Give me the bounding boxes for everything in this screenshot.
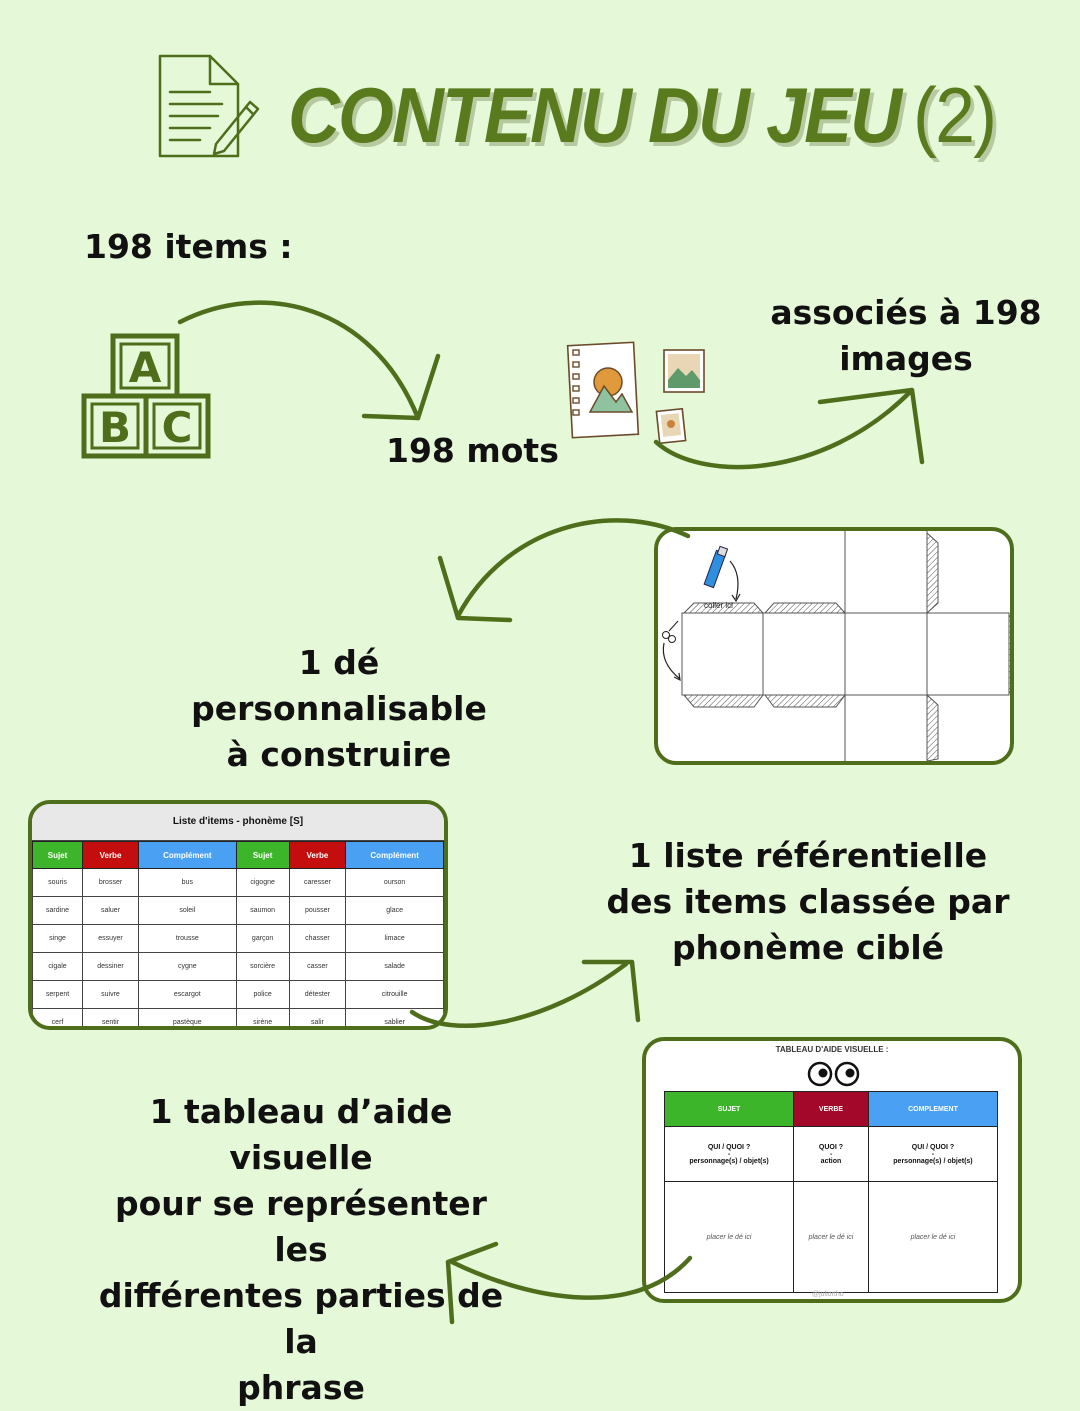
aide-separator: - [931, 1150, 935, 1158]
visual-aid-title: TABLEAU D'AIDE VISUELLE : [775, 1045, 889, 1054]
arrow-abc-to-mots [180, 303, 418, 418]
aide-placeholder-cell: placer le dé ici [794, 1182, 869, 1293]
aide-placeholder-cell: placer le dé ici [868, 1182, 997, 1293]
list-cell: bus [138, 869, 236, 897]
svg-text:A: A [128, 343, 162, 392]
list-label: 1 liste référentielle des items classée par phonème ciblé [606, 836, 1010, 967]
list-cell: serpent [33, 981, 83, 1009]
list-cell: souris [33, 869, 83, 897]
list-cell: caresser [289, 869, 346, 897]
list-title: Liste d'items - phonème [S] [32, 804, 444, 841]
list-cell: détester [289, 981, 346, 1009]
list-header-cell: Sujet [33, 842, 83, 869]
aide-header-cell: VERBE [794, 1092, 869, 1127]
list-cell: citrouille [346, 981, 444, 1009]
list-cell: singe [33, 925, 83, 953]
list-cell: limace [346, 925, 444, 953]
list-header-cell: Verbe [83, 842, 139, 869]
list-cell: police [236, 981, 289, 1009]
list-cell: sablier [346, 1009, 444, 1031]
list-cell: cygne [138, 953, 236, 981]
list-cell: garçon [236, 925, 289, 953]
svg-text:B: B [98, 403, 132, 452]
aide-question: QUI / QUOI ? [911, 1143, 955, 1151]
aide-answer: action [820, 1157, 842, 1165]
arrow-aide-to-label [452, 1258, 690, 1298]
list-cell: soleil [138, 897, 236, 925]
list-cell: sorcière [236, 953, 289, 981]
list-header-cell: Complément [138, 842, 236, 869]
list-cell: saumon [236, 897, 289, 925]
list-cell: chasser [289, 925, 346, 953]
list-cell: escargot [138, 981, 236, 1009]
list-cell: dessiner [83, 953, 139, 981]
watermark: @juliortho [812, 1291, 844, 1298]
items-count-label: 198 items : [84, 227, 293, 266]
list-cell: ourson [346, 869, 444, 897]
aide-separator: - [727, 1150, 731, 1158]
list-cell: glace [346, 897, 444, 925]
list-header-cell: Complément [346, 842, 444, 869]
aide-header-cell: COMPLEMENT [868, 1092, 997, 1127]
list-header-cell: Verbe [289, 842, 346, 869]
list-cell: pastèque [138, 1009, 236, 1031]
dice-label: 1 dé personnalisable à construire [191, 643, 487, 774]
arrow-list-to-label [412, 964, 626, 1026]
visual-aid-label: 1 tableau d’aide visuelle pour se représenter les différentes parties de la phrase [98, 1092, 504, 1407]
aide-answer: personnage(s) / objet(s) [893, 1157, 973, 1165]
list-cell: cigale [33, 953, 83, 981]
list-header-cell: Sujet [236, 842, 289, 869]
list-cell: trousse [138, 925, 236, 953]
aide-placeholder-cell: placer le dé ici [665, 1182, 794, 1293]
list-cell: salir [289, 1009, 346, 1031]
list-cell: brosser [83, 869, 139, 897]
list-cell: suivre [83, 981, 139, 1009]
list-cell: pousser [289, 897, 346, 925]
mots-label: 198 mots [386, 431, 559, 470]
aide-question: QUI / QUOI ? [707, 1143, 751, 1151]
list-cell: casser [289, 953, 346, 981]
arrow-dice-to-label [458, 520, 688, 616]
svg-text:C: C [161, 403, 193, 452]
aide-separator: - [829, 1150, 833, 1158]
page-title: CONTENU DU JEU (2) [288, 71, 996, 159]
list-cell: cerf [33, 1009, 83, 1031]
glue-label: coller ici [704, 601, 733, 610]
aide-header-cell: SUJET [665, 1092, 794, 1127]
arrow-mots-to-images [656, 392, 910, 467]
list-cell: cigogne [236, 869, 289, 897]
list-cell: sardine [33, 897, 83, 925]
list-cell: sentir [83, 1009, 139, 1031]
list-cell: essuyer [83, 925, 139, 953]
aide-question: QUOI ? [818, 1143, 844, 1151]
list-cell: saluer [83, 897, 139, 925]
list-cell: salade [346, 953, 444, 981]
aide-answer: personnage(s) / objet(s) [689, 1157, 769, 1165]
list-cell: sirène [236, 1009, 289, 1031]
images-label: associés à 198 images [770, 293, 1042, 378]
